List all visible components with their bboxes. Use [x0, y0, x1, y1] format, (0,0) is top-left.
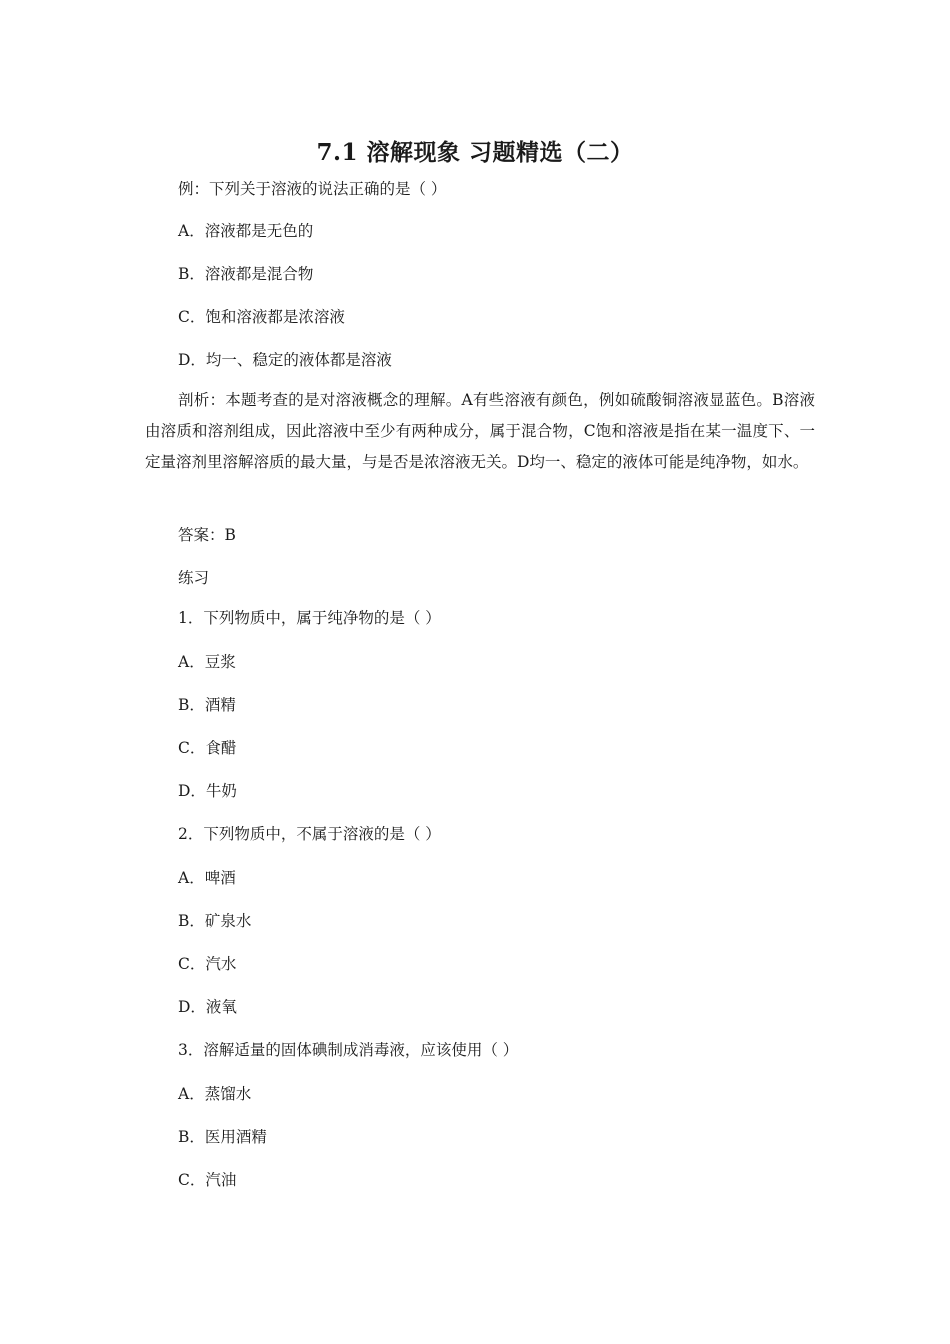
example-option-b: B．溶液都是混合物 [178, 265, 314, 283]
document-title: 7.1 溶解现象 习题精选（二） [316, 139, 634, 166]
example-question: 例：下列关于溶液的说法正确的是（ ） [178, 180, 447, 198]
practice-heading: 练习 [178, 569, 210, 587]
example-analysis: 剖析：本题考查的是对溶液概念的理解。A有些溶液有颜色，例如硫酸铜溶液显蓝色。B溶液由溶质和溶剂组成，因此溶液中至少有两种成分，属于混合物，C饱和溶液是指在某一温度下、一定量溶剂里溶解溶质的最大量，与是否是浓溶液无关。D均一、稳定的液体可能是纯净物，如水。 [145, 391, 815, 471]
question-2-option-d: D．液氧 [178, 998, 237, 1016]
question-1-option-b: B．酒精 [178, 696, 236, 714]
question-2: 2．下列物质中，不属于溶液的是（ ） [178, 825, 441, 843]
example-option-c: C．饱和溶液都是浓溶液 [178, 308, 345, 326]
example-answer: 答案：B [178, 526, 236, 544]
example-option-d: D．均一、稳定的液体都是溶液 [178, 351, 392, 369]
question-1-option-c: C．食醋 [178, 739, 237, 757]
question-1-option-d: D．牛奶 [178, 782, 237, 800]
question-1-option-a: A．豆浆 [178, 653, 236, 671]
question-2-option-c: C．汽水 [178, 955, 237, 973]
example-option-a: A．溶液都是无色的 [178, 222, 314, 240]
question-3: 3．溶解适量的固体碘制成消毒液，应该使用（ ） [178, 1041, 519, 1059]
question-3-option-c: C．汽油 [178, 1171, 237, 1189]
question-2-option-a: A．啤酒 [178, 869, 236, 887]
question-3-option-b: B．医用酒精 [178, 1128, 267, 1146]
question-1: 1．下列物质中，属于纯净物的是（ ） [178, 609, 441, 627]
question-2-option-b: B．矿泉水 [178, 912, 252, 930]
question-3-option-a: A．蒸馏水 [178, 1085, 252, 1103]
